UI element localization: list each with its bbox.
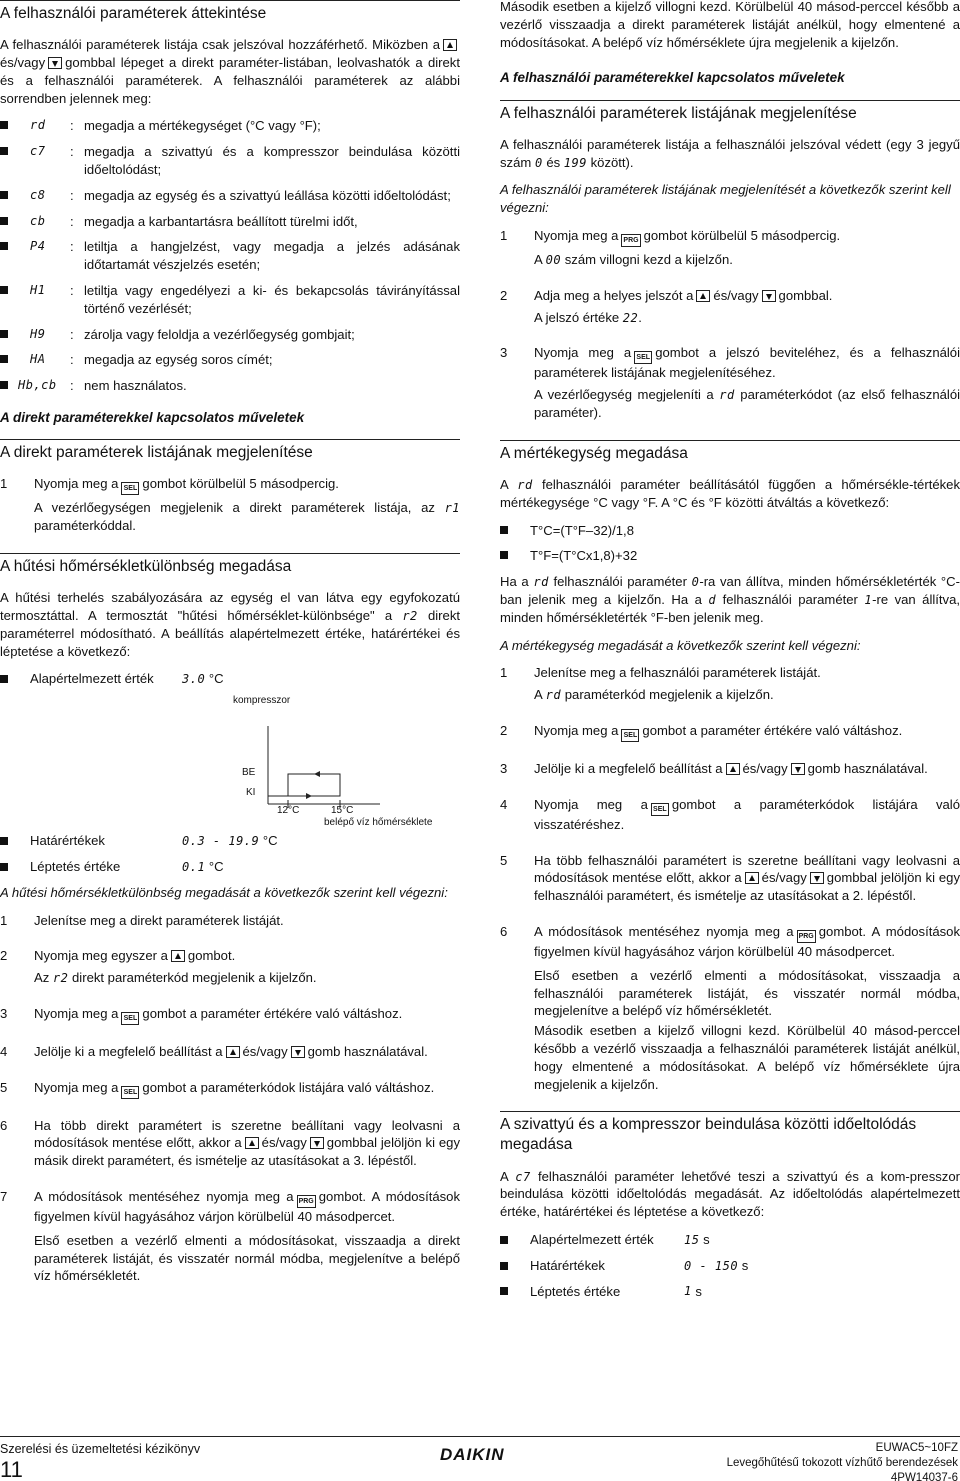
product-name: Levegőhűtésű tokozott vízhűtő berendezések — [726, 1456, 958, 1469]
step-value-row: Léptetés értéke 0.1 °C — [0, 858, 460, 876]
bullet-icon — [0, 121, 8, 129]
sel-key-icon: SEL — [651, 803, 669, 816]
step-item: 1 Jelenítse meg a felhasználói paraméterek listáját. A rd paraméterkód megjelenik a kijelzőn. — [500, 665, 821, 703]
up-button-icon — [443, 39, 457, 51]
hysteresis-svg — [0, 696, 460, 826]
cooling-diff-paragraph: A hűtési terhelés szabályozására az egység el van látva egy egyfokozatú termosztáttal. A termosztát "hűtési hőmérséklet-különbsége" a r2 direkt paraméterrel módosítható. A beállítás alapértelmezett értéke, határértékei és léptetése a következő: — [0, 590, 461, 659]
step-item: 2 Nyomja meg egyszer a gombot. Az r2 direkt paraméterkód megjelenik a kijelzőn. — [0, 948, 317, 986]
param-row: HA : megadja az egység soros címét; — [0, 351, 460, 369]
step-item: 4 Nyomja meg a SEL gombot a paraméterkódok listájára való visszatéréshez. — [500, 796, 960, 832]
step-item: 2 Nyomja meg a SEL gombot a paraméter értékére való váltáshoz. — [500, 722, 960, 752]
formula-c: T°C=(T°F–32)/1,8 — [500, 522, 960, 540]
up-button-icon — [745, 872, 759, 884]
down-button-icon — [791, 763, 805, 775]
unit-paragraph: A rd felhasználói paraméter beállításától függően a hőmérsékle-tértékek mértékegysége °C vagy °F. A °C és °F közötti átváltás a következő: — [500, 477, 960, 510]
step-item: 6 A módosítások mentéséhez nyomja meg a PRG gombot. A módosítások figyelmen kívül hagyásához várjon körülbelül 40 másodpercet. Első esetben a vezérlő elmenti a módosításokat, visszaadja a felhasználói paraméterek listáját, és visszatér normál módba, megjelenítve a belépő víz hőmérsékletét. Második esetben a kijelző villogni kezd. Körülbelül 40 másod-perccel később a vezérlő visszaadja a felhasználói paraméterek listáját anélkül, hogy elmentené a módosításokat. A belépő víz hőmérséklete újra megjelenik a kijelzőn. — [500, 923, 960, 1092]
user-list-intro: A felhasználói paraméterek listájának megjelenítését a következők szerint kell végezni: — [500, 182, 951, 216]
sel-key-icon: SEL — [121, 1086, 139, 1099]
diagram-label-water-temp: belépő víz hőmérséklete — [324, 817, 433, 829]
bullet-icon — [0, 147, 8, 155]
continuation-paragraph: Második esetben a kijelző villogni kezd. Körülbelül 40 másod-perccel később a vezérlő visszaadja a direkt paraméterek listáját anélkül, hogy elmentené a módosításokat. A belépő víz hőmérséklete újra megjelenik a kijelzőn. — [500, 0, 960, 50]
limits-row: Határértékek 0.3 - 19.9 °C — [0, 832, 460, 850]
step-item: 3 Nyomja meg a SEL gombot a jelszó beviteléhez, és a felhasználói paraméterek listájának megjelenítéséhez. A vezérlőegység megjeleníti a rd paraméterkódot (az első felhasználói paraméter). — [500, 345, 960, 421]
cooling-diff-intro: A hűtési hőmérsékletkülönbség megadását a következők szerint kell végezni: — [0, 884, 448, 900]
param-row: Hb,cb : nem használatos. — [0, 377, 460, 395]
param-row: c8 : megadja az egység és a szivattyú leállása közötti időeltolódást; — [0, 187, 460, 205]
bullet-icon — [0, 286, 8, 294]
right-column — [500, 0, 960, 1308]
bullet-icon — [0, 675, 8, 683]
param-row: H1 : letiltja vagy engedélyezi a ki- és bekapcsolás távirányítással történő vezérlését; — [0, 282, 460, 318]
bullet-icon — [500, 551, 508, 559]
delay-default-row: Alapértelmezett érték 15 s — [500, 1231, 960, 1249]
sel-key-icon: SEL — [121, 482, 139, 495]
down-button-icon — [48, 57, 62, 69]
subheading-user-ops: A felhasználói paraméterekkel kapcsolatos műveletek — [500, 70, 845, 86]
delay-paragraph: A c7 felhasználói paraméter lehetővé teszi a szivattyú és a kom-presszor beindulása közötti időeltolódás megadását. Az időeltolódás alapértelmezett értéke, határértékei és léptetése a következő: — [500, 1168, 960, 1220]
param-row: c7 : megadja a szivattyú és a kompresszor beindulása közötti időeltolódást; — [0, 143, 460, 179]
step-item: 3 Nyomja meg a SEL gombot a paraméter értékére való váltáshoz. — [0, 1005, 460, 1035]
diagram-label-15c: 15°C — [331, 805, 354, 817]
up-button-icon — [696, 290, 710, 302]
model-code: EUWAC5~10FZ — [875, 1442, 958, 1454]
bullet-icon — [0, 837, 8, 845]
param-row: rd : megadja a mértékegységet (°C vagy °F); — [0, 117, 460, 135]
section-heading-user-list: A felhasználói paraméterek listájának megjelenítése — [500, 100, 960, 124]
password-paragraph: A felhasználói paraméterek listája a felhasználói jelszóval védett (egy 3 jegyű szám 0 és 199 között). — [500, 136, 960, 170]
prg-key-icon: PRG — [797, 930, 816, 943]
param-row: cb : megadja a karbantartásra beállított türelmi időt, — [0, 213, 460, 231]
footer-right — [727, 1441, 958, 1481]
bullet-icon — [500, 1236, 508, 1244]
sel-key-icon: SEL — [621, 729, 639, 742]
intro-paragraph: A felhasználói paraméterek listája csak jelszóval hozzáférhető. Miközben aés/vagy gombbal lépeget a direkt paraméter-listában, leolvashatók a direkt és a felhasználói paraméterek. A felhasználói paraméterek az alábbi sorrendben jelennek meg: — [0, 37, 460, 106]
step-item: 1 Nyomja meg a SEL gombot körülbelül 5 másodpercig. A vezérlőegységen megjelenik a direkt paraméterek listája, az r1 paraméterkóddal. — [0, 476, 461, 534]
prg-key-icon: PRG — [297, 1195, 316, 1208]
step-item: 4 Jelölje ki a megfelelő beállítást a és/vagy gomb használatával. — [0, 1043, 428, 1059]
step-item: 1 Jelenítse meg a direkt paraméterek listáját. — [0, 912, 284, 928]
doc-code: 4PW14037-6 — [890, 1471, 958, 1481]
diagram-label-12c: 12°C — [277, 805, 300, 817]
bullet-icon — [0, 863, 8, 871]
down-button-icon — [310, 1137, 324, 1149]
step-item: 7 A módosítások mentéséhez nyomja meg a PRG gombot. A módosítások figyelmen kívül hagyásához várjon körülbelül 40 másodpercet. Első esetben a vezérlő elmenti a módosításokat, visszaadja a direkt paraméterek listáját, és visszatér normál módba, megjelenítve a belépő víz hőmérsékletét. — [0, 1189, 460, 1284]
down-button-icon — [291, 1046, 305, 1058]
param-row: P4 : letiltja a hangjelzést, vagy megadja a jelzés adásának időtartamát vészjelzés esetén; — [0, 238, 460, 274]
step-item: 2 Adja meg a helyes jelszót a és/vagy gombbal. A jelszó értéke 22. — [500, 287, 833, 325]
subheading-direct-ops: A direkt paraméterekkel kapcsolatos műveletek — [0, 409, 305, 425]
hysteresis-diagram — [0, 695, 460, 829]
manual-title: Szerelési és üzemeltetési kézikönyv — [0, 1442, 201, 1456]
daikin-logo: DAIKIN — [440, 1445, 505, 1464]
page-footer — [0, 1436, 960, 1481]
section-heading-direct-list: A direkt paraméterek listájának megjelenítése — [0, 439, 460, 463]
step-item: 1 Nyomja meg a PRG gombot körülbelül 5 másodpercig. A 00 szám villogni kezd a kijelzőn. — [500, 228, 841, 268]
up-button-icon — [171, 950, 185, 962]
arrow-left-icon — [314, 771, 320, 777]
bullet-icon — [0, 355, 8, 363]
bullet-icon — [0, 381, 8, 389]
step-item: 3 Jelölje ki a megfelelő beállítást a és/vagy gomb használatával. — [500, 760, 928, 776]
unit-paragraph-2: Ha a rd felhasználói paraméter 0-ra van állítva, minden hőmérsékletérték °C-ban jelenik meg a kijelzőn. Ha a d felhasználói paraméter 1-re van állítva, minden hőmérsékletérték °F-ben jelenik meg. — [500, 574, 960, 625]
bullet-icon — [0, 242, 8, 250]
diagram-label-compressor: kompresszor — [233, 695, 291, 707]
section-heading-user-overview: A felhasználói paraméterek áttekintése — [0, 0, 460, 24]
default-value-row: Alapértelmezett érték 3.0 °C — [0, 670, 460, 688]
param-row: H9 : zárolja vagy feloldja a vezérlőegység gombjait; — [0, 326, 460, 344]
unit-intro: A mértékegység megadását a következők szerint kell végezni: — [500, 637, 861, 653]
section-heading-unit: A mértékegység megadása — [500, 440, 960, 464]
bullet-icon — [0, 191, 8, 199]
delay-limits-row: Határértékek 0 - 150 s — [500, 1257, 960, 1275]
param-list — [0, 117, 460, 395]
sel-key-icon: SEL — [121, 1012, 139, 1025]
prg-key-icon: PRG — [621, 234, 640, 247]
hysteresis-loop — [268, 774, 340, 796]
up-button-icon — [226, 1046, 240, 1058]
diagram-label-on: BE — [242, 767, 256, 779]
delay-step-row: Léptetés értéke 1 s — [500, 1283, 960, 1301]
up-button-icon — [726, 763, 740, 775]
step-item: 5 Nyomja meg a SEL gombot a paraméterkódok listájára való váltáshoz. — [0, 1079, 460, 1109]
step-item: 5 Ha több felhasználói paramétert is szeretne beállítani vagy leolvasni a módosítások mentése előtt, akkor a és/vagy gombbal jelöljön ki egy felhasználói paramétert, és ismételje az utasításokat a 2. lépéstől. — [500, 852, 960, 904]
step-item: 6 Ha több direkt paramétert is szeretne beállítani vagy leolvasni a módosítások mentése előtt, akkor a és/vagy gombbal jelöljön ki egy másik direkt paramétert, és ismételje az utasításokat a 3. lépéstől. — [0, 1117, 460, 1169]
bullet-icon — [500, 1287, 508, 1295]
up-button-icon — [245, 1137, 259, 1149]
bullet-icon — [0, 217, 8, 225]
down-button-icon — [762, 290, 776, 302]
diagram-label-off: KI — [246, 787, 256, 799]
down-button-icon — [810, 872, 824, 884]
section-heading-cooling-diff: A hűtési hőmérsékletkülönbség megadása — [0, 553, 460, 577]
left-column — [0, 0, 460, 1303]
bullet-icon — [500, 1262, 508, 1270]
page-number: 11 — [0, 1457, 23, 1481]
arrow-right-icon — [306, 793, 312, 799]
sel-key-icon: SEL — [634, 351, 652, 364]
bullet-icon — [0, 330, 8, 338]
formula-f: T°F=(T°Cx1,8)+32 — [500, 547, 960, 565]
bullet-icon — [500, 526, 508, 534]
section-heading-pump-delay: A szivattyú és a kompresszor beindulása közötti időeltolódás megadása — [500, 1111, 960, 1155]
